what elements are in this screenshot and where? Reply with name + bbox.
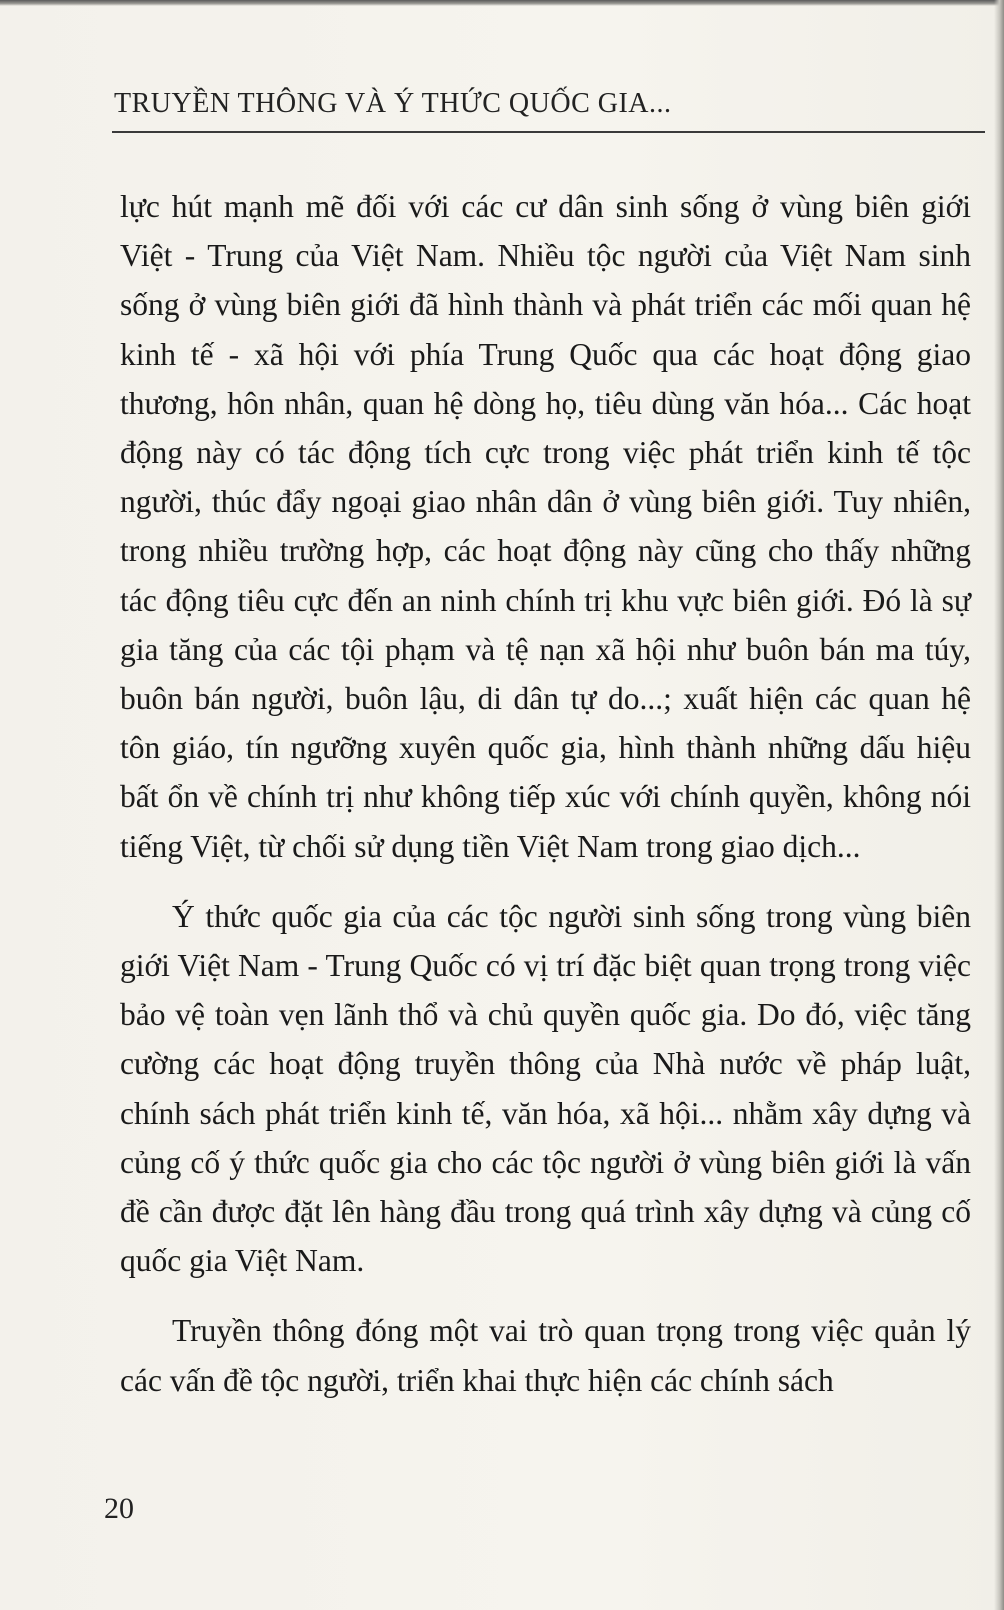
- page-number: 20: [104, 1492, 134, 1525]
- running-header: TRUYỀN THÔNG VÀ Ý THỨC QUỐC GIA...: [114, 88, 672, 119]
- header-rule: [112, 131, 985, 133]
- paragraph-3: Truyền thông đóng một vai trò quan trọng trong việc quản lý các vấn đề tộc người, triển khai thực hiện các chính sách: [120, 1313, 971, 1398]
- body-text: [120, 182, 971, 1426]
- paragraph-1: lực hút mạnh mẽ đối với các cư dân sinh sống ở vùng biên giới Việt - Trung của Việt Nam. Nhiều tộc người của Việt Nam sinh sống ở vùng biên giới đã hình thành và phát triển các mối quan hệ kinh tế - xã hội với phía Trung Quốc qua các hoạt động giao thương, hôn nhân, quan hệ dòng họ, tiêu dùng văn hóa... Các hoạt động này có tác động tích cực trong việc phát triển kinh tế tộc người, thúc đẩy ngoại giao nhân dân ở vùng biên giới. Tuy nhiên, trong nhiều trường hợp, các hoạt động này cũng cho thấy những tác động tiêu cực đến an ninh chính trị khu vực biên giới. Đó là sự gia tăng của các tội phạm và tệ nạn xã hội như buôn bán ma túy, buôn bán người, buôn lậu, di dân tự do...; xuất hiện các quan hệ tôn giáo, tín ngưỡng xuyên quốc gia, hình thành những dấu hiệu bất ổn về chính trị như không tiếp xúc với chính quyền, không nói tiếng Việt, từ chối sử dụng tiền Việt Nam trong giao dịch...: [120, 189, 971, 864]
- page-edge-shadow: [994, 0, 1004, 1610]
- scan-top-shadow: [0, 0, 1004, 6]
- paragraph-2: Ý thức quốc gia của các tộc người sinh sống trong vùng biên giới Việt Nam - Trung Quốc có vị trí đặc biệt quan trọng trong việc bảo vệ toàn vẹn lãnh thổ và chủ quyền quốc gia. Do đó, việc tăng cường các hoạt động truyền thông của Nhà nước về pháp luật, chính sách phát triển kinh tế, văn hóa, xã hội... nhằm xây dựng và củng cố ý thức quốc gia cho các tộc người ở vùng biên giới là vấn đề cần được đặt lên hàng đầu trong quá trình xây dựng và củng cố quốc gia Việt Nam.: [120, 898, 971, 1279]
